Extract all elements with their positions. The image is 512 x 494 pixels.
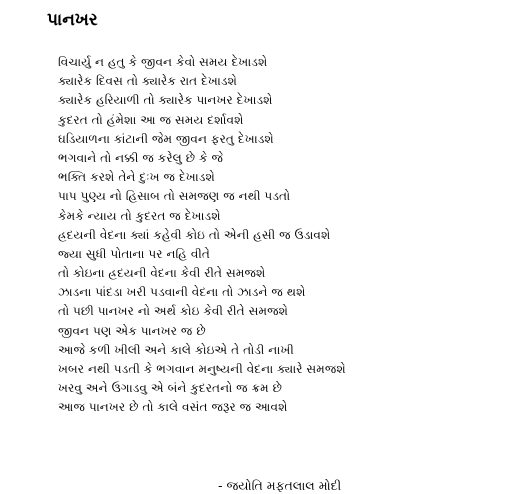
poem-line: ભગવાને તો નક્કી જ કરેલુ છે કે જે [58, 150, 224, 165]
poem-line: ખબર નથી પડતી કે ભગવાન મનુષ્યની વેદના ક્યારે સમજશે [58, 362, 346, 376]
poem-line: ખરવુ અને ઉગાડવુ એ બંને કુદરતનો જ ક્રમ છે [58, 381, 283, 396]
poem-line: પાપ પુણ્ય નો હિસાબ તો સમજણ જ નથી પડતો [58, 189, 291, 204]
poem-line: કુદરત તો હંમેશા આ જ સમય દર્શાવશે [58, 112, 244, 127]
poem-line: વિચાર્યુ ન હતુ કે જીવન કેવો સમય દેખાડશે [58, 55, 268, 69]
poem-line: જ્યા સુધી પોતાના પર નહિ વીતે [58, 246, 210, 261]
poem-line: હ્રદયની વેદના ક્યાં કહેવી કોઇ તો એની હસી જ ઉડાવશે [58, 227, 331, 242]
poem-line: ક્યારેક હરિયાળી તો ક્યારેક પાનખર દેખાડશે [58, 93, 273, 108]
poem-line: જીવન પણ એક પાનખર જ છે [58, 323, 206, 338]
poem-line: કેમકે ન્યાય તો કુદરત જ દેખાડશે [58, 208, 221, 223]
poem-line: ભક્તિ કરશે તેને દુઃખ જ દેખાડશે [58, 170, 215, 185]
poem-line: તો કોઇના હ્રદયની વેદના કેવી રીતે સમજશે [58, 266, 266, 281]
poem-line: ઝાડના પાંદડા ખરી પડવાની વેદના તો ઝાડને જ થશે [58, 285, 306, 300]
poem-line: આજે કળી ખીલી અને કાલે કોઇએ તે તોડી નાખી [58, 342, 294, 357]
poem-lines [58, 53, 346, 418]
poem-line: ઘડિયાળના કાંટાની જેમ જીવન ફરતુ દેખાડશે [58, 131, 274, 146]
poem-author: - જયોતિ મફતલાલ મોદી [218, 478, 342, 493]
poem-line: ક્યારેક દિવસ તો ક્યારેક રાત દેખાડશે [58, 74, 237, 89]
poem-line: આજ પાનખર છે તો કાલે વસંત જરૂર જ આવશે [58, 400, 288, 415]
poem-line: તો પછી પાનખર નો અર્થ કોઇ કેવી રીતે સમજશે [58, 304, 289, 319]
poem-title: પાનખર [47, 10, 98, 30]
